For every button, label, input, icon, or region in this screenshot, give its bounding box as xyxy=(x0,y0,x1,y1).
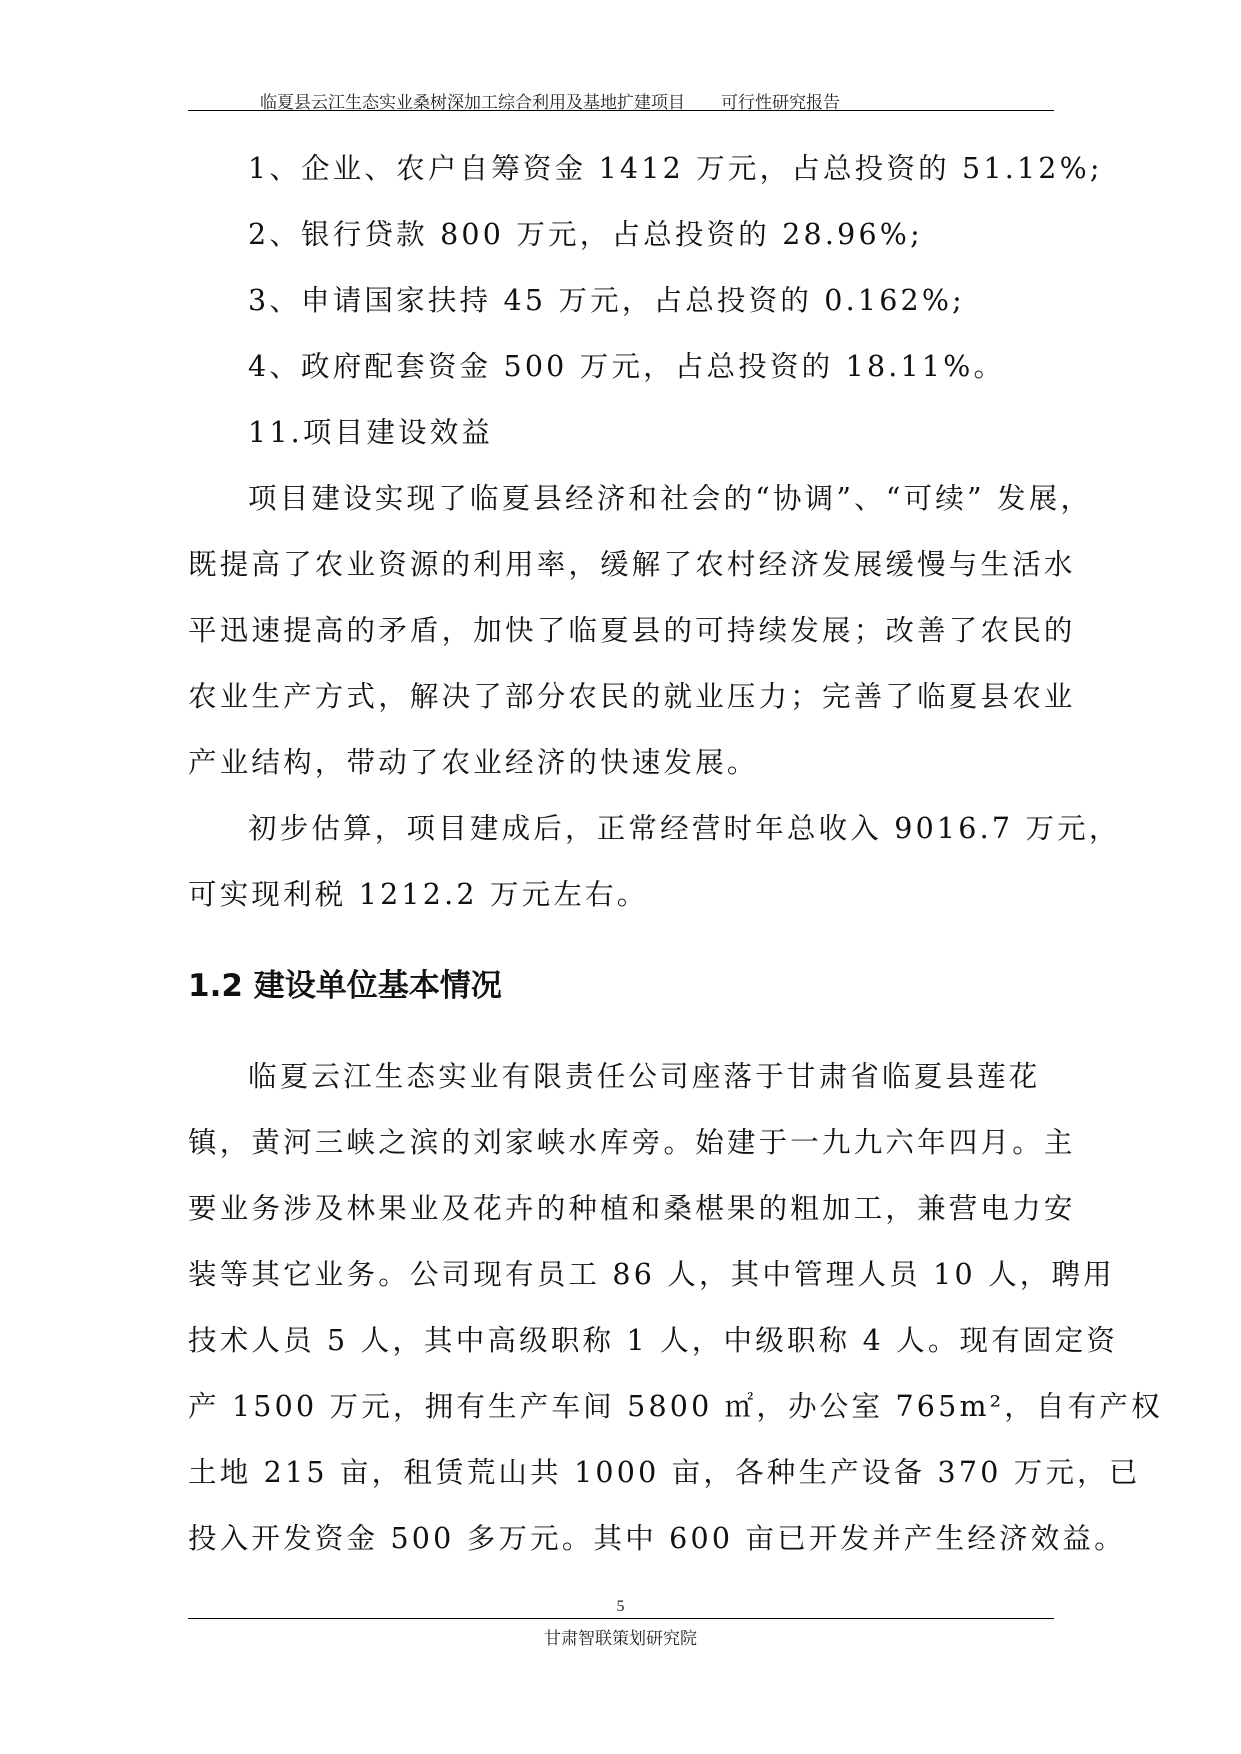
estimate-paragraph-line: 可实现利税 1212.2 万元左右。 xyxy=(188,878,649,911)
company-paragraph-line: 产 1500 万元，拥有生产车间 5800 ㎡，办公室 765m²，自有产权 xyxy=(188,1390,1163,1423)
company-paragraph-line: 要业务涉及林果业及花卉的种植和桑椹果的粗加工，兼营电力安 xyxy=(188,1192,1076,1225)
funding-item: 2、银行贷款 800 万元，占总投资的 28.96%; xyxy=(248,218,923,251)
footer-divider xyxy=(188,1618,1054,1619)
company-paragraph-line: 技术人员 5 人，其中高级职称 1 人，中级职称 4 人。现有固定资 xyxy=(188,1324,1119,1357)
funding-item: 1、企业、农户自筹资金 1412 万元，占总投资的 51.12%; xyxy=(248,152,1103,185)
company-paragraph-line: 装等其它业务。公司现有员工 86 人，其中管理人员 10 人，聘用 xyxy=(188,1258,1115,1291)
company-paragraph-line: 投入开发资金 500 多万元。其中 600 亩已开发并产生经济效益。 xyxy=(188,1522,1126,1555)
funding-item: 3、申请国家扶持 45 万元，占总投资的 0.162%; xyxy=(248,284,965,317)
page-number: 5 xyxy=(616,1598,625,1615)
benefits-paragraph-line: 既提高了农业资源的利用率，缓解了农村经济发展缓慢与生活水 xyxy=(188,548,1076,581)
header-divider xyxy=(188,110,1054,111)
footer-organization: 甘肃智联策划研究院 xyxy=(544,1629,697,1649)
benefits-heading: 11.项目建设效益 xyxy=(248,416,494,449)
benefits-paragraph-line: 项目建设实现了临夏县经济和社会的“协调”、“可续” 发展， xyxy=(248,482,1093,515)
estimate-paragraph-line: 初步估算，项目建成后，正常经营时年总收入 9016.7 万元， xyxy=(248,812,1121,845)
section-heading: 1.2 建设单位基本情况 xyxy=(188,968,502,1004)
header-title: 临夏县云江生态实业桑树深加工综合利用及基地扩建项目 xyxy=(260,93,685,113)
benefits-paragraph-line: 平迅速提高的矛盾，加快了临夏县的可持续发展；改善了农民的 xyxy=(188,614,1076,647)
company-paragraph-line: 土地 215 亩，租赁荒山共 1000 亩，各种生产设备 370 万元，已 xyxy=(188,1456,1141,1489)
benefits-paragraph-line: 农业生产方式，解决了部分农民的就业压力；完善了临夏县农业 xyxy=(188,680,1076,713)
header-subtitle: 可行性研究报告 xyxy=(721,93,840,113)
company-paragraph-line: 临夏云江生态实业有限责任公司座落于甘肃省临夏县莲花 xyxy=(248,1060,1041,1093)
page-body xyxy=(188,136,1163,1572)
benefits-paragraph-line: 产业结构，带动了农业经济的快速发展。 xyxy=(188,746,759,779)
company-paragraph-line: 镇，黄河三峡之滨的刘家峡水库旁。始建于一九九六年四月。主 xyxy=(188,1126,1076,1159)
funding-item: 4、政府配套资金 500 万元，占总投资的 18.11%。 xyxy=(248,350,1006,383)
